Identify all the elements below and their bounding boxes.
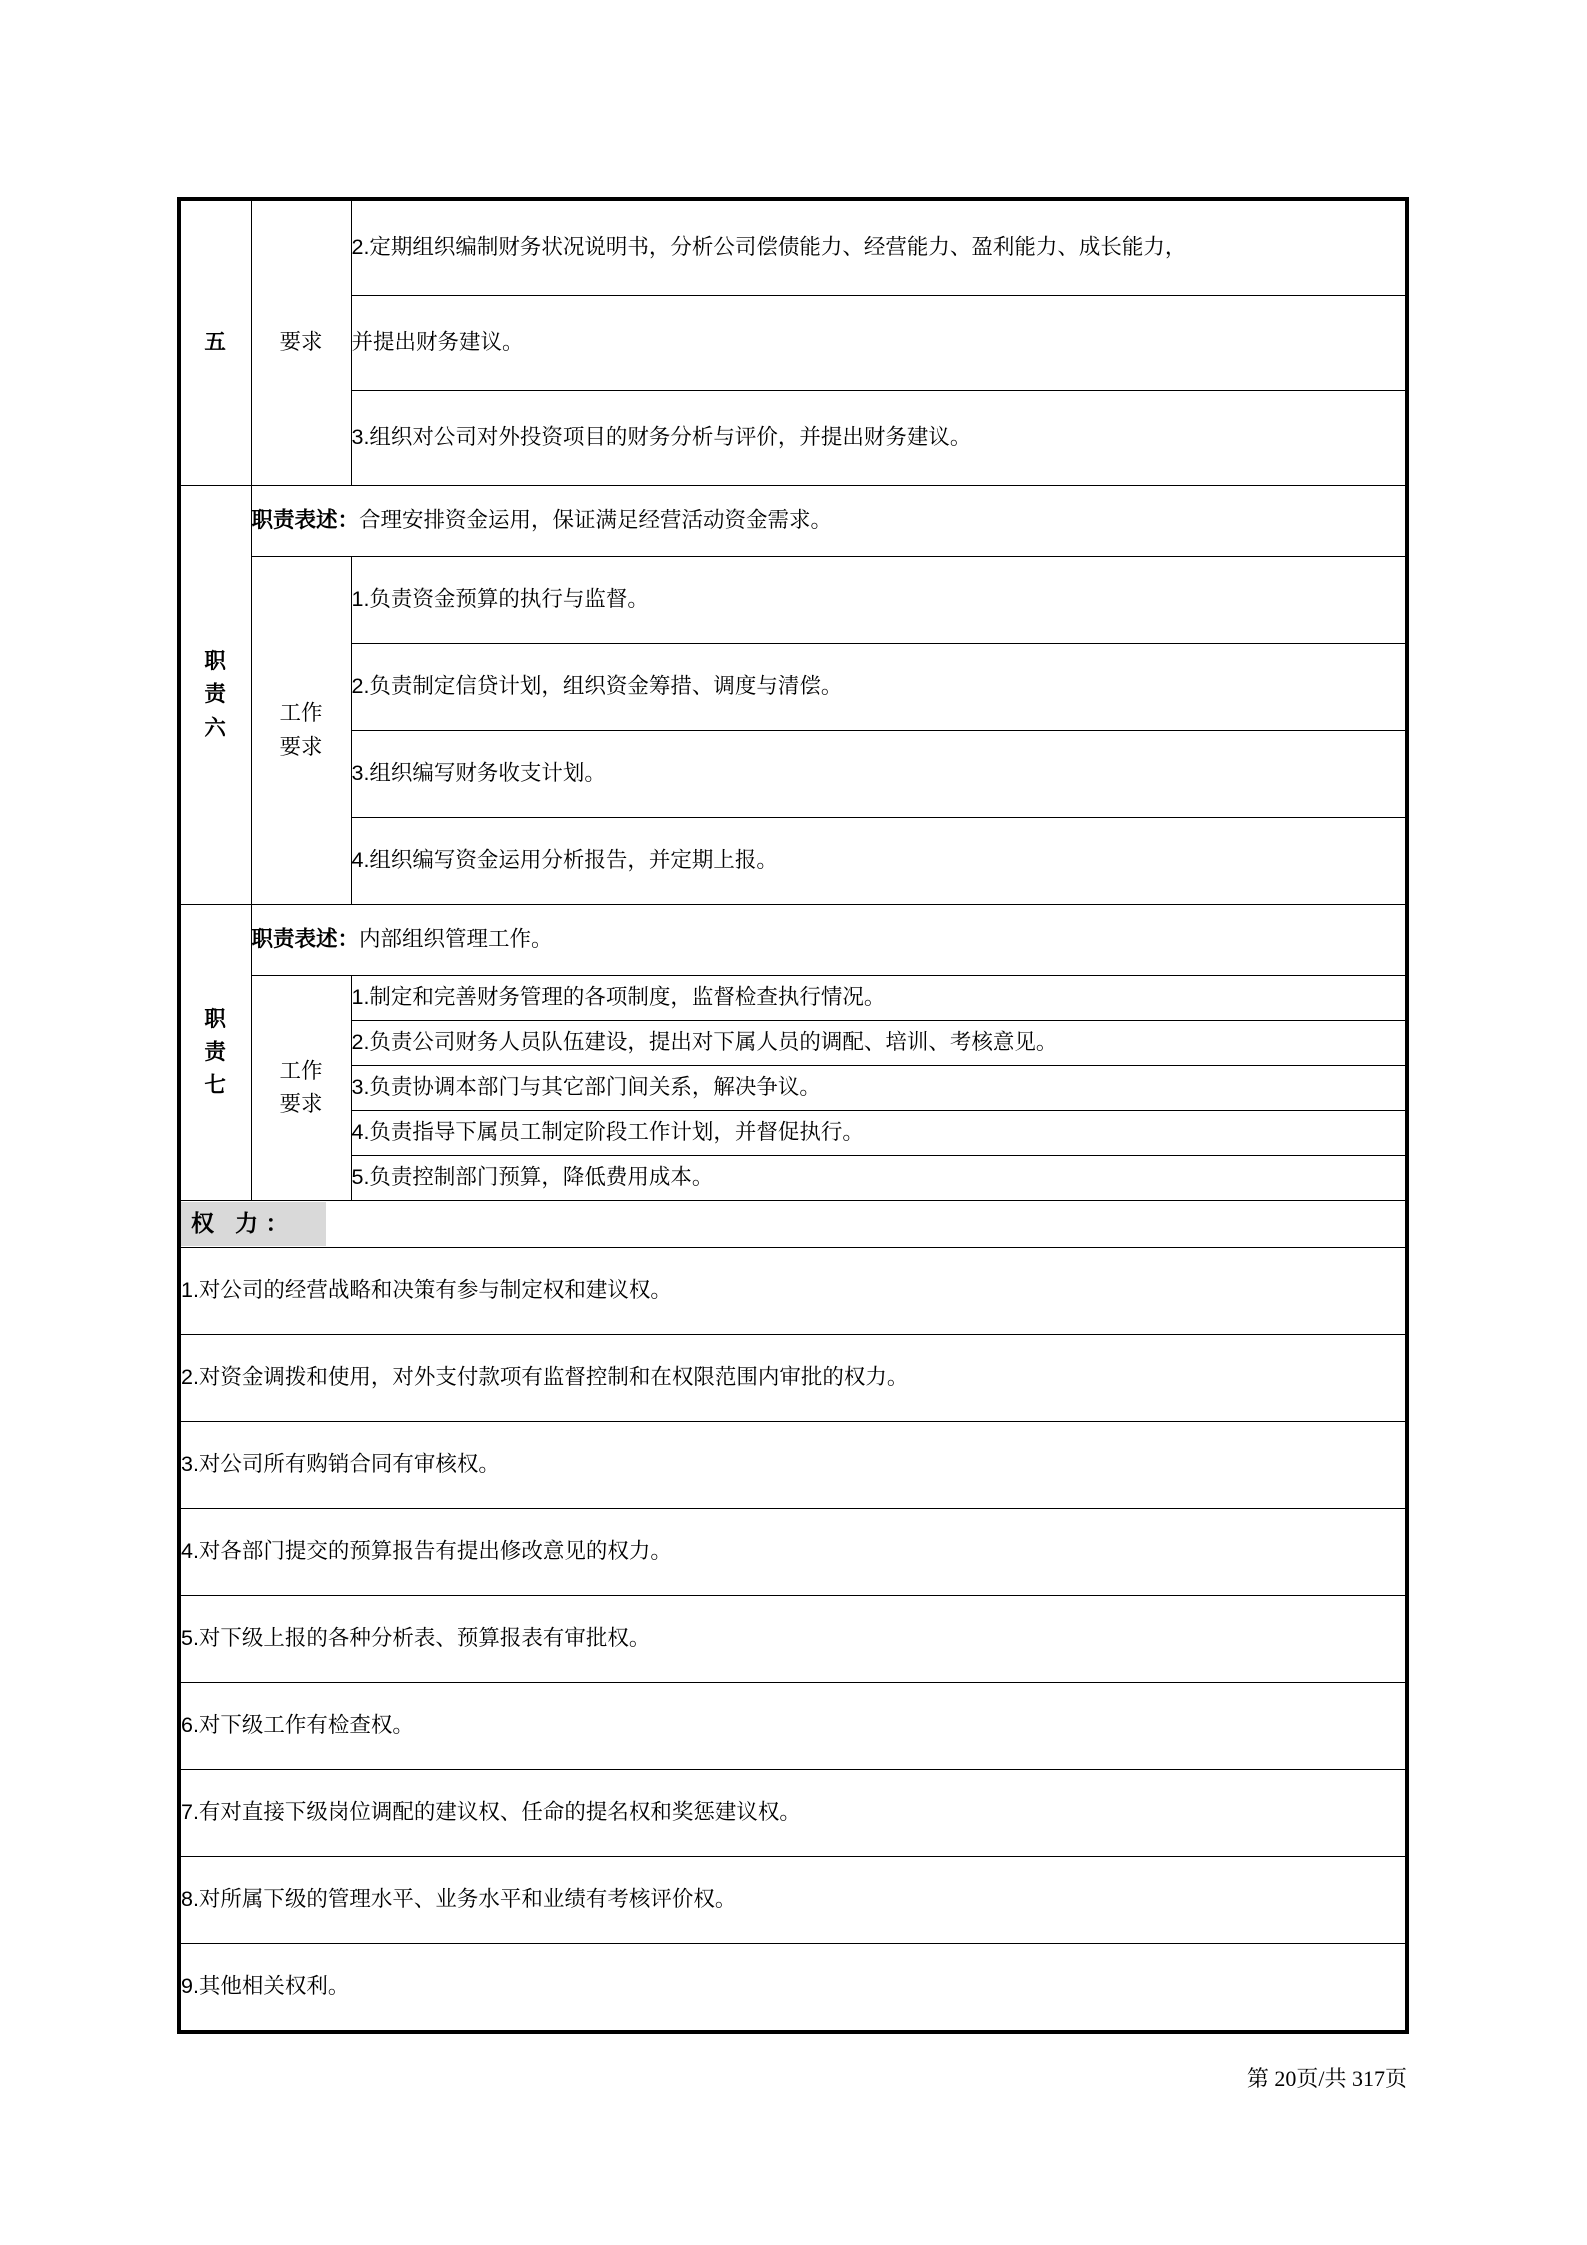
power-item-7: 7.有对直接下级岗位调配的建议权、任命的提名权和奖惩建议权。 — [179, 1770, 1407, 1857]
power-item-6: 6.对下级工作有检查权。 — [179, 1683, 1407, 1770]
duty-six-wr-line-1: 工作 — [279, 701, 323, 726]
duty-six-work-requirement-label — [251, 557, 351, 905]
duty-seven-item-5: 5.负责控制部门预算，降低费用成本。 — [351, 1156, 1407, 1201]
duty-six-index-char-2: 责 — [204, 682, 228, 707]
table-row — [179, 1770, 1407, 1857]
duty-seven-index — [179, 905, 251, 1201]
duty-five-item-3: 3.组织对公司对外投资项目的财务分析与评价，并提出财务建议。 — [351, 391, 1407, 486]
table-row — [179, 731, 1407, 818]
duty-seven-item-3: 3.负责协调本部门与其它部门间关系，解决争议。 — [351, 1066, 1407, 1111]
table-row — [179, 1021, 1407, 1066]
power-item-1: 1.对公司的经营战略和决策有参与制定权和建议权。 — [179, 1248, 1407, 1335]
table-row — [179, 1335, 1407, 1422]
power-item-8: 8.对所属下级的管理水平、业务水平和业绩有考核评价权。 — [179, 1857, 1407, 1944]
power-item-4: 4.对各部门提交的预算报告有提出修改意见的权力。 — [179, 1509, 1407, 1596]
duty-seven-statement-label: 职责表述： — [251, 927, 360, 952]
power-item-9: 9.其他相关权利。 — [179, 1944, 1407, 2033]
duty-five-role-label: 要求 — [251, 199, 351, 486]
table-row — [179, 199, 1407, 296]
duty-seven-statement — [251, 905, 1407, 976]
table-row — [179, 644, 1407, 731]
power-item-2: 2.对资金调拨和使用，对外支付款项有监督控制和在权限范围内审批的权力。 — [179, 1335, 1407, 1422]
duty-seven-index-char-1: 职 — [204, 1006, 228, 1031]
duty-six-item-4: 4.组织编写资金运用分析报告，并定期上报。 — [351, 818, 1407, 905]
duty-seven-index-char-2: 责 — [204, 1039, 228, 1064]
power-section-heading — [179, 1201, 1407, 1248]
power-item-3: 3.对公司所有购销合同有审核权。 — [179, 1422, 1407, 1509]
duty-six-item-3: 3.组织编写财务收支计划。 — [351, 731, 1407, 818]
table-row — [179, 1422, 1407, 1509]
duty-seven-item-2: 2.负责公司财务人员队伍建设，提出对下属人员的调配、培训、考核意见。 — [351, 1021, 1407, 1066]
table-row — [179, 976, 1407, 1021]
table-row — [179, 1857, 1407, 1944]
table-row — [179, 1248, 1407, 1335]
duty-six-statement — [251, 486, 1407, 557]
table-row — [179, 818, 1407, 905]
page-number-label: 第 20页/共 317页 — [1246, 2066, 1407, 2091]
duty-seven-work-requirement-label — [251, 976, 351, 1201]
power-item-5: 5.对下级上报的各种分析表、预算报表有审批权。 — [179, 1596, 1407, 1683]
duty-six-index-char-1: 职 — [204, 649, 228, 674]
table-row — [179, 1156, 1407, 1201]
power-heading-label: 权 力： — [181, 1202, 326, 1245]
table-row — [179, 1683, 1407, 1770]
table-row — [179, 391, 1407, 486]
duty-seven-index-char-3: 七 — [204, 1073, 228, 1098]
page-footer — [1247, 2062, 1407, 2093]
duty-six-index-char-3: 六 — [204, 715, 228, 740]
duty-five-index: 五 — [179, 199, 251, 486]
table-row — [179, 557, 1407, 644]
duty-six-index — [179, 486, 251, 905]
duty-five-item-1-cont: 并提出财务建议。 — [351, 296, 1407, 391]
duty-seven-item-1: 1.制定和完善财务管理的各项制度，监督检查执行情况。 — [351, 976, 1407, 1021]
table-row — [179, 1201, 1407, 1248]
duty-seven-wr-line-2: 要求 — [279, 1092, 323, 1116]
table-row — [179, 1509, 1407, 1596]
table-row — [179, 486, 1407, 557]
duty-six-statement-label: 职责表述： — [251, 508, 360, 533]
table-row — [179, 1944, 1407, 2033]
duty-seven-item-4: 4.负责指导下属员工制定阶段工作计划，并督促执行。 — [351, 1111, 1407, 1156]
job-description-table — [177, 197, 1409, 2034]
duty-five-item-1: 2.定期组织编制财务状况说明书，分析公司偿债能力、经营能力、盈利能力、成长能力， — [351, 199, 1407, 296]
duty-six-wr-line-2: 要求 — [279, 734, 323, 759]
duty-six-item-2: 2.负责制定信贷计划，组织资金筹措、调度与清偿。 — [351, 644, 1407, 731]
duty-six-statement-text: 合理安排资金运用，保证满足经营活动资金需求。 — [359, 508, 833, 533]
table-row — [179, 1111, 1407, 1156]
table-row — [179, 296, 1407, 391]
table-row — [179, 1066, 1407, 1111]
table-row — [179, 1596, 1407, 1683]
duty-six-item-1: 1.负责资金预算的执行与监督。 — [351, 557, 1407, 644]
duty-seven-wr-line-1: 工作 — [279, 1058, 323, 1083]
duty-seven-statement-text: 内部组织管理工作。 — [359, 927, 553, 952]
table-row — [179, 905, 1407, 976]
